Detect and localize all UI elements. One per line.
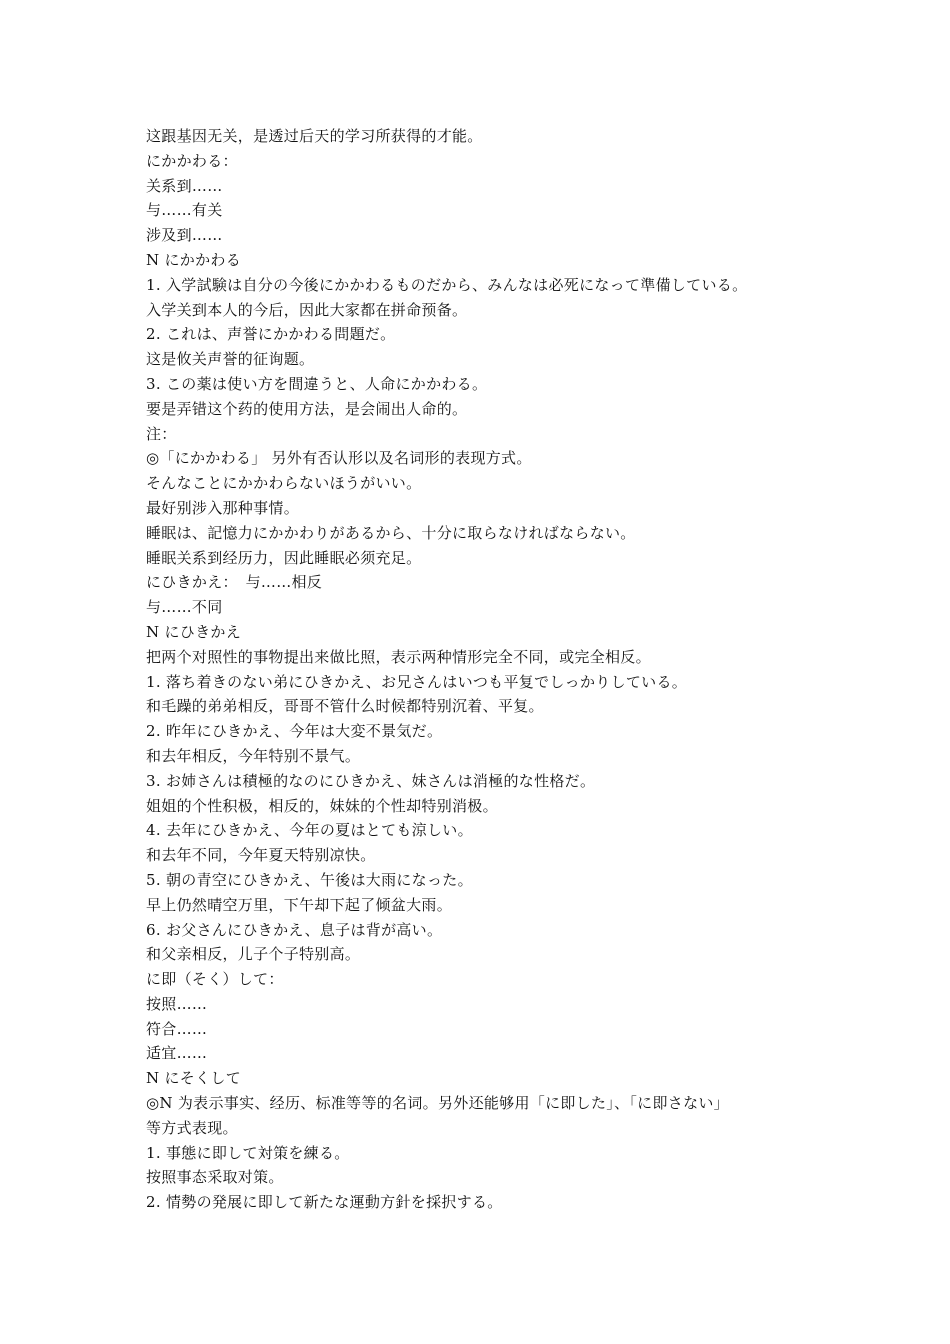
text-line: 和毛躁的弟弟相反，哥哥不管什么时候都特别沉着、平复。 [146, 697, 544, 716]
text-line: ◎N 为表示事实、经历、标准等等的名词。另外还能够用「に即した」、「に即さない」 [146, 1094, 729, 1113]
text-line: 3. この薬は使い方を間違うと、人命にかかわる。 [146, 374, 488, 393]
text-line: N にひきかえ [146, 622, 241, 641]
text-line: 5. 朝の青空にひきかえ、午後は大雨になった。 [146, 870, 473, 889]
text-line: 涉及到…… [146, 226, 223, 245]
text-line: 入学关到本人的今后，因此大家都在拼命预备。 [146, 300, 468, 319]
text-line: にかかわる： [146, 151, 238, 170]
text-line: 把两个对照性的事物提出来做比照，表示两种情形完全不同，或完全相反。 [146, 647, 651, 666]
text-line: 注： [146, 424, 177, 443]
text-line: 这跟基因无关，是透过后天的学习所获得的才能。 [146, 127, 483, 145]
text-line: 睡眠关系到经历力，因此睡眠必须充足。 [146, 548, 422, 567]
text-line: 2. 昨年にひきかえ、今年は大変不景気だ。 [146, 722, 443, 741]
text-line: 6. お父さんにひきかえ、息子は背が高い。 [146, 920, 443, 939]
text-line: 2. 情勢の発展に即して新たな運動方針を採択する。 [146, 1193, 503, 1212]
text-line: 2. これは、声誉にかかわる問題だ。 [146, 325, 396, 344]
text-line: そんなことにかかわらないほうがいい。 [146, 474, 422, 493]
text-line: にひきかえ： 与……相反 [146, 573, 323, 592]
text-line: N にそくして [146, 1069, 241, 1088]
text-line: 按照…… [146, 994, 208, 1013]
text-line: 1. 事態に即して対策を練る。 [146, 1143, 350, 1162]
text-line: 1. 入学試験は自分の今後にかかわるものだから、みんなは必死になって準備している。 [146, 275, 748, 294]
text-line: 与……有关 [146, 201, 223, 220]
text-line: 和去年不同，今年夏天特别凉快。 [146, 846, 376, 865]
text-line: 姐姐的个性积极，相反的，妹妹的个性却特别消极。 [146, 796, 498, 815]
text-line: 1. 落ち着きのない弟にひきかえ、お兄さんはいつも平复でしっかりしている。 [146, 672, 688, 691]
text-line: 4. 去年にひきかえ、今年の夏はとても涼しい。 [146, 821, 473, 840]
text-line: 适宜…… [146, 1044, 208, 1063]
text-line: 关系到…… [146, 176, 223, 195]
text-line: 按照事态采取对策。 [146, 1168, 284, 1187]
text-line: 和去年相反，今年特别不景气。 [146, 746, 361, 765]
text-line: 和父亲相反，儿子个子特别高。 [146, 945, 361, 964]
text-line: ◎「にかかわる」 另外有否认形以及名词形的表现方式。 [146, 449, 532, 468]
text-line: 要是弄错这个药的使用方法，是会闹出人命的。 [146, 399, 468, 418]
text-line: 等方式表现。 [146, 1118, 238, 1137]
text-line: 这是攸关声誉的征询题。 [146, 350, 315, 369]
text-line: に即（そく）して： [146, 970, 284, 989]
text-line: 符合…… [146, 1019, 208, 1038]
text-line: N にかかわる [146, 250, 241, 269]
document-body [146, 124, 816, 1215]
text-line: 与……不同 [146, 598, 223, 617]
text-line: 3. お姉さんは積極的なのにひきかえ、妹さんは消極的な性格だ。 [146, 771, 596, 790]
text-line: 最好别涉入那种事情。 [146, 498, 300, 517]
text-line: 早上仍然晴空万里，下午却下起了倾盆大雨。 [146, 895, 453, 914]
text-line: 睡眠は、記憶力にかかわりがあるから、十分に取らなければならない。 [146, 523, 636, 542]
